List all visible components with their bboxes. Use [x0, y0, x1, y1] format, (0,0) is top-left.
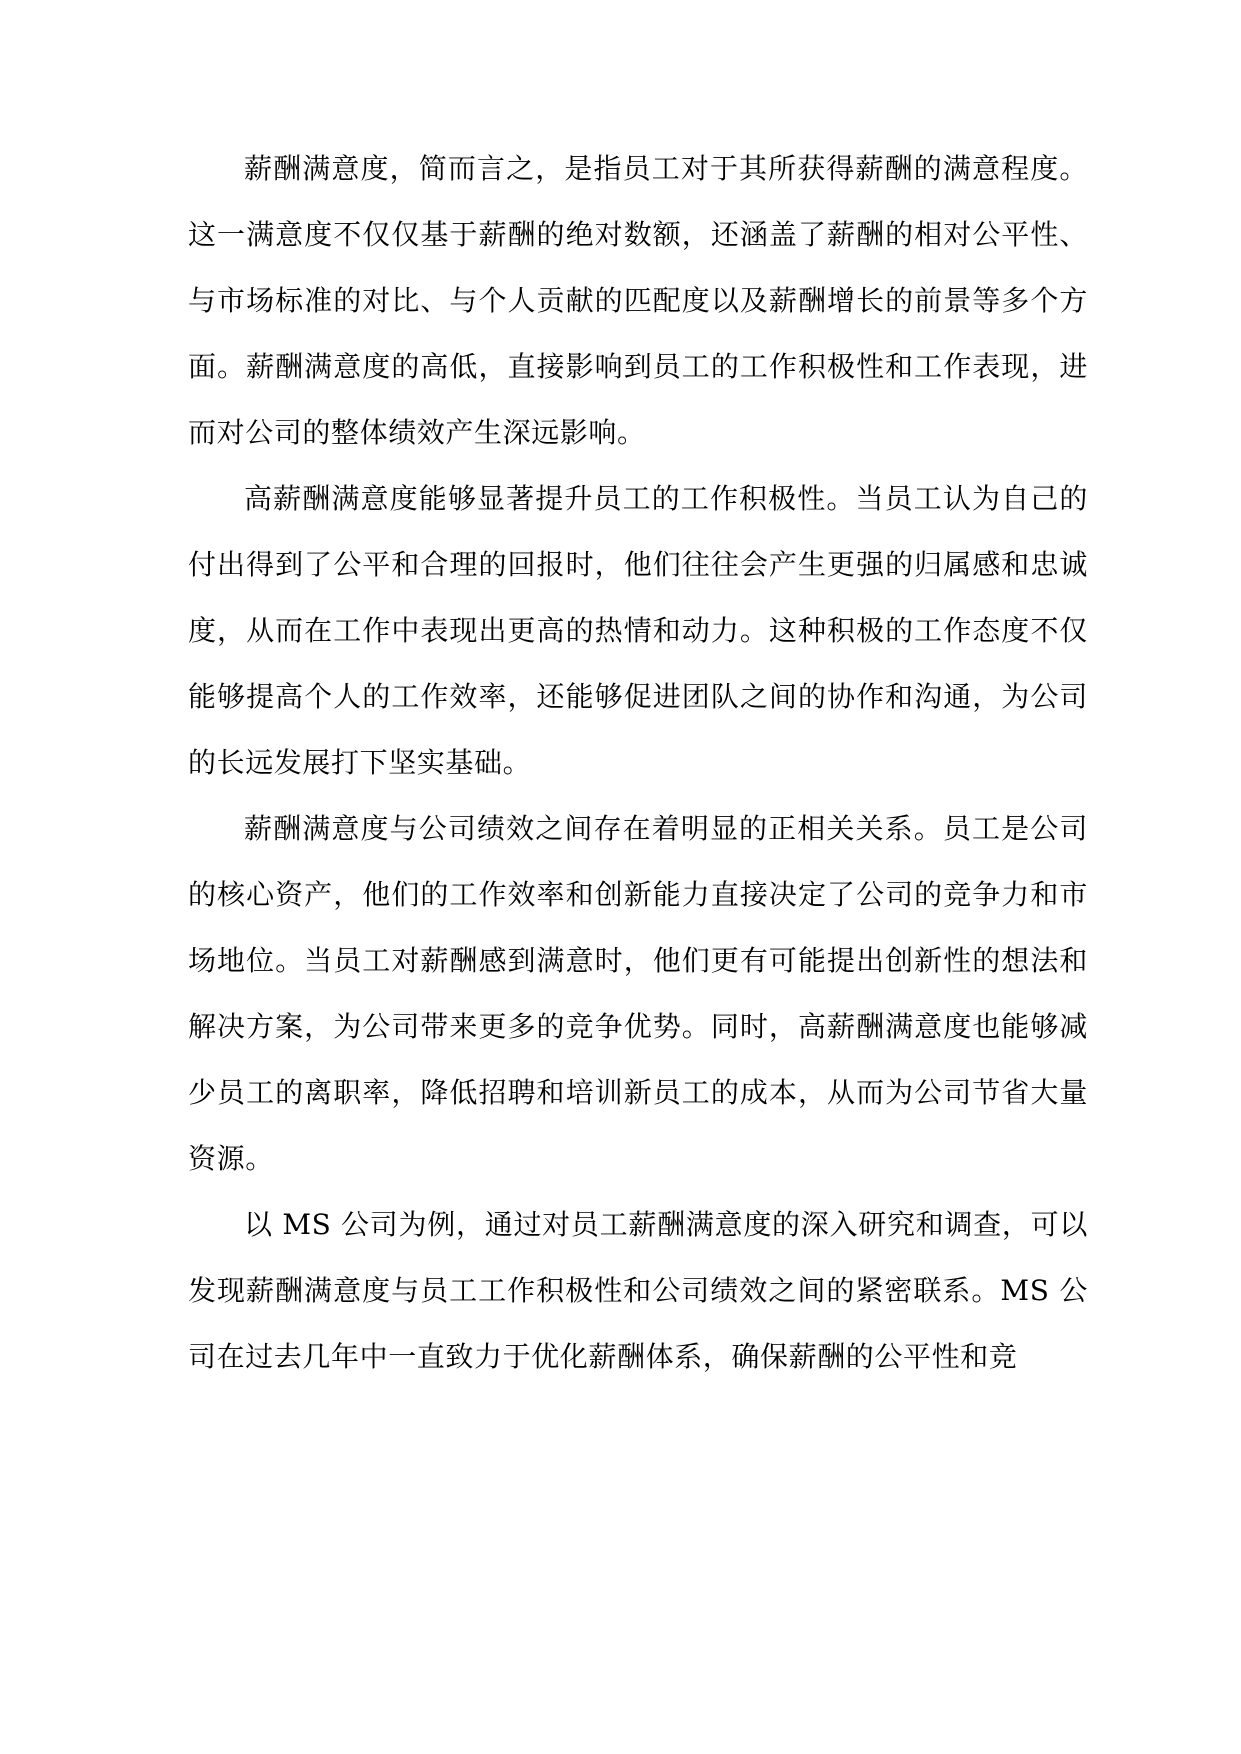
paragraph-3: 薪酬满意度与公司绩效之间存在着明显的正相关关系。员工是公司的核心资产，他们的工作效率和创新能力直接决定了公司的竞争力和市场地位。当员工对薪酬感到满意时，他们更有可能提出创新性的想法和解决方案，为公司带来更多的竞争优势。同时，高薪酬满意度也能够减少员工的离职率，降低招聘和培训新员工的成本，从而为公司节省大量资源。 — [188, 812, 1088, 1175]
paragraph-4: 以 MS 公司为例，通过对员工薪酬满意度的深入研究和调查，可以发现薪酬满意度与员工工作积极性和公司绩效之间的紧密联系。MS 公司在过去几年中一直致力于优化薪酬体系，确保薪酬的公平性和竞 — [188, 1208, 1088, 1373]
paragraph-1: 薪酬满意度，简而言之，是指员工对于其所获得薪酬的满意程度。这一满意度不仅仅基于薪酬的绝对数额，还涵盖了薪酬的相对公平性、与市场标准的对比、与个人贡献的匹配度以及薪酬增长的前景等多个方面。薪酬满意度的高低，直接影响到员工的工作积极性和工作表现，进而对公司的整体绩效产生深远影响。 — [188, 152, 1088, 449]
paragraph-2: 高薪酬满意度能够显著提升员工的工作积极性。当员工认为自己的付出得到了公平和合理的回报时，他们往往会产生更强的归属感和忠诚度，从而在工作中表现出更高的热情和动力。这种积极的工作态度不仅能够提高个人的工作效率，还能够促进团队之间的协作和沟通，为公司的长远发展打下坚实基础。 — [188, 482, 1088, 779]
document-body — [188, 136, 1088, 1390]
